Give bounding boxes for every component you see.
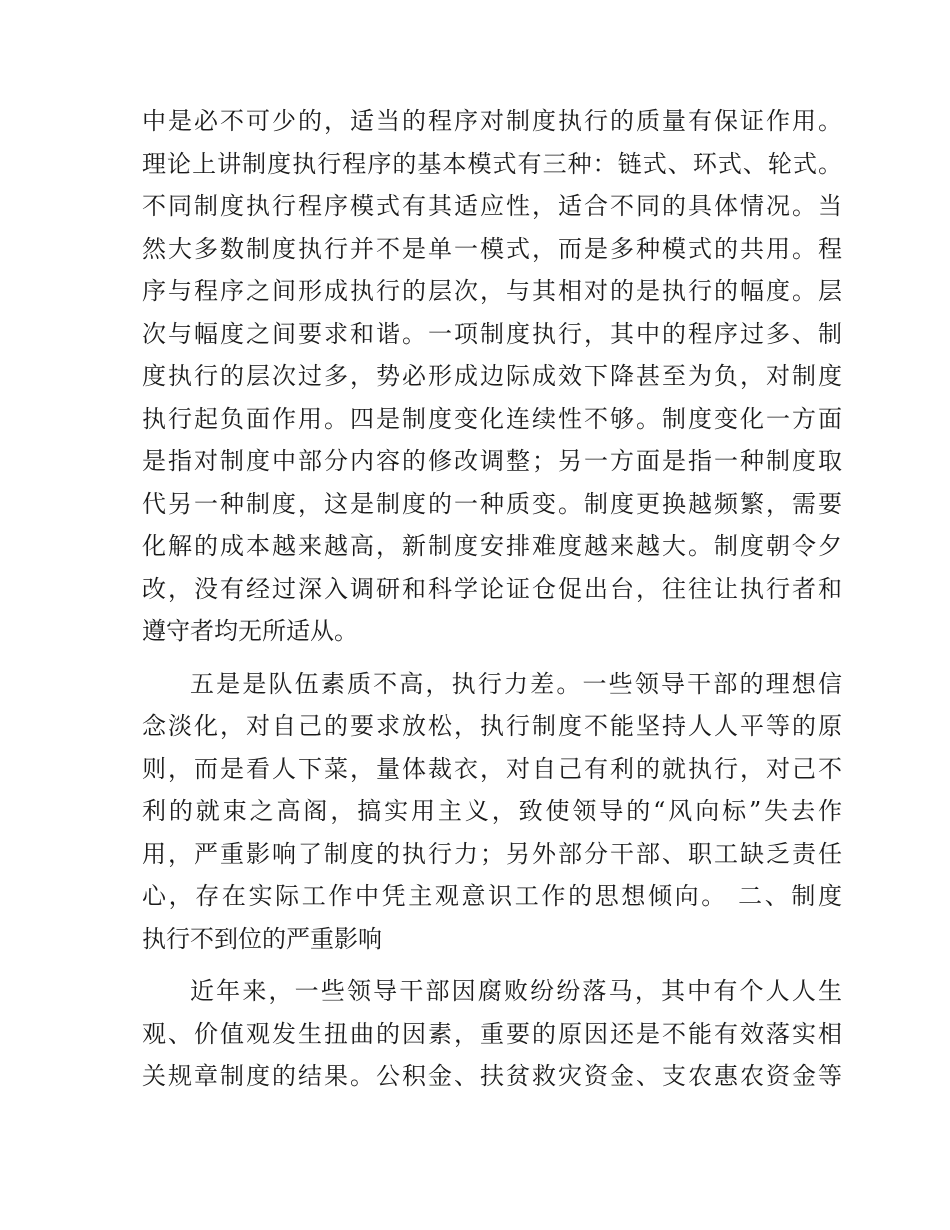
text-line: 次与幅度之间要求和谐。一项制度执行，其中的程序过多、制 [142, 319, 842, 348]
text-line: 五是是队伍素质不高，执行力差。一些领导干部的理想信 [190, 669, 842, 698]
paragraph-spacer [142, 653, 842, 663]
text-line: 执行不到位的严重影响 [142, 924, 382, 953]
text-line: 心，存在实际工作中凭主观意识工作的思想倾向。 二、制度 [142, 882, 842, 910]
text-line: 用，严重影响了制度的执行力；另外部分干部、职工缺乏责任 [142, 839, 842, 868]
text-line: 然大多数制度执行并不是单一模式，而是多种模式的共用。程 [142, 234, 842, 263]
text-line: 念淡化，对自己的要求放松，执行制度不能坚持人人平等的原 [142, 712, 842, 740]
text-line: 近年来，一些领导干部因腐败纷纷落马，其中有个人人生 [190, 977, 842, 1005]
text-line: 理论上讲制度执行程序的基本模式有三种：链式、环式、轮式。 [142, 149, 842, 178]
text-line: 关规章制度的结果。公积金、扶贫救灾资金、支农惠农资金等 [142, 1062, 842, 1090]
text-line: 观、价值观发生扭曲的因素，重要的原因还是不能有效落实相 [142, 1019, 842, 1048]
text-line: 则，而是看人下菜，量体裁衣，对自己有利的就执行，对己不 [142, 754, 842, 783]
text-line: 代另一种制度，这是制度的一种质变。制度更换越频繁，需要 [142, 489, 842, 518]
document-body [142, 100, 842, 1098]
text-line: 改，没有经过深入调研和科学论证仓促出台，往往让执行者和 [142, 574, 842, 603]
text-line: 是指对制度中部分内容的修改调整；另一方面是指一种制度取 [142, 447, 842, 475]
paragraph-1 [142, 100, 842, 653]
text-line: 不同制度执行程序模式有其适应性，适合不同的具体情况。当 [142, 192, 842, 220]
paragraph-3 [142, 970, 842, 1098]
text-line: 序与程序之间形成执行的层次，与其相对的是执行的幅度。层 [142, 277, 842, 305]
paragraph-spacer [142, 960, 842, 970]
paragraph-2 [142, 663, 842, 961]
text-line: 中是必不可少的，适当的程序对制度执行的质量有保证作用。 [142, 107, 842, 135]
text-line: 执行起负面作用。四是制度变化连续性不够。制度变化一方面 [142, 404, 842, 433]
text-line: 遵守者均无所适从。 [142, 617, 358, 645]
text-line: 化解的成本越来越高，新制度安排难度越来越大。制度朝令夕 [142, 532, 842, 560]
text-line: 度执行的层次过多，势必形成边际成效下降甚至为负，对制度 [142, 362, 842, 390]
text-line: 利的就束之高阁，搞实用主义，致使领导的“风向标”失去作 [142, 797, 842, 825]
